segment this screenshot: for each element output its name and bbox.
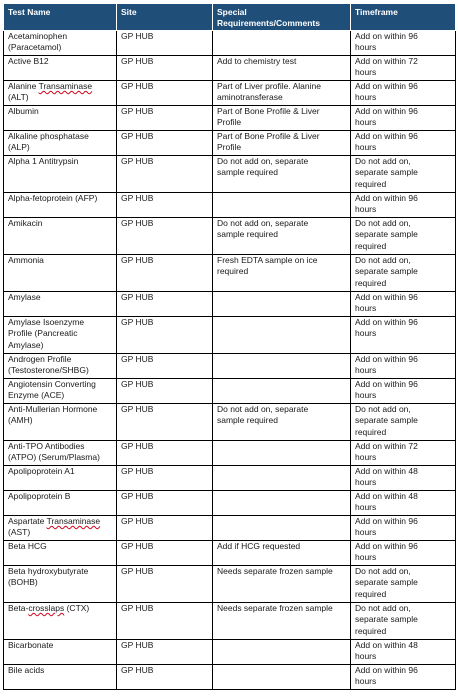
comments-cell [213, 379, 351, 404]
test-name-cell: Beta hydroxybutyrate (BOHB) [4, 566, 117, 603]
table-row [4, 131, 456, 156]
site-cell: GP HUB [117, 292, 213, 317]
site-cell: GP HUB [117, 541, 213, 566]
site-cell: GP HUB [117, 156, 213, 193]
timeframe-cell: Add on within 96 hours [351, 379, 456, 404]
table-row [4, 106, 456, 131]
timeframe-cell: Add on within 96 hours [351, 81, 456, 106]
table-row [4, 255, 456, 292]
test-name-cell: Androgen Profile (Testosterone/SHBG) [4, 354, 117, 379]
timeframe-cell: Add on within 48 hours [351, 640, 456, 665]
comments-cell [213, 441, 351, 466]
comments-cell [213, 491, 351, 516]
test-name-cell: Ammonia [4, 255, 117, 292]
site-cell: GP HUB [117, 566, 213, 603]
spelling-underline: Transaminase [38, 81, 93, 91]
test-name-cell: Anti-TPO Antibodies (ATPO) (Serum/Plasma) [4, 441, 117, 466]
comments-cell [213, 466, 351, 491]
document-page [3, 3, 455, 690]
test-table [3, 3, 456, 690]
comments-cell [213, 193, 351, 218]
table-row [4, 665, 456, 690]
test-name-cell: Alpha-fetoprotein (AFP) [4, 193, 117, 218]
table-row [4, 156, 456, 193]
table-row [4, 354, 456, 379]
table-row [4, 193, 456, 218]
header-timeframe: Timeframe [351, 4, 456, 31]
table-row [4, 379, 456, 404]
comments-cell: Add to chemistry test [213, 56, 351, 81]
site-cell: GP HUB [117, 379, 213, 404]
table-row [4, 541, 456, 566]
test-name-cell: Beta-crosslaps (CTX) [4, 603, 117, 640]
timeframe-cell: Add on within 96 hours [351, 665, 456, 690]
table-row [4, 640, 456, 665]
site-cell: GP HUB [117, 106, 213, 131]
comments-cell [213, 354, 351, 379]
timeframe-cell: Add on within 96 hours [351, 354, 456, 379]
test-name-cell: Amikacin [4, 218, 117, 255]
site-cell: GP HUB [117, 441, 213, 466]
comments-cell: Fresh EDTA sample on ice required [213, 255, 351, 292]
table-row [4, 317, 456, 354]
test-name-cell: Apolipoprotein B [4, 491, 117, 516]
timeframe-cell: Do not add on, separate sample required [351, 156, 456, 193]
table-row [4, 292, 456, 317]
timeframe-cell: Do not add on, separate sample required [351, 603, 456, 640]
comments-cell [213, 31, 351, 56]
timeframe-cell: Add on within 96 hours [351, 516, 456, 541]
test-name-cell: Bile acids [4, 665, 117, 690]
timeframe-cell: Do not add on, separate sample required [351, 404, 456, 441]
site-cell: GP HUB [117, 81, 213, 106]
site-cell: GP HUB [117, 354, 213, 379]
timeframe-cell: Do not add on, separate sample required [351, 566, 456, 603]
timeframe-cell: Add on within 48 hours [351, 491, 456, 516]
table-row [4, 466, 456, 491]
test-name-cell: Active B12 [4, 56, 117, 81]
table-row [4, 603, 456, 640]
site-cell: GP HUB [117, 404, 213, 441]
comments-cell [213, 317, 351, 354]
site-cell: GP HUB [117, 131, 213, 156]
test-name-cell: Amylase [4, 292, 117, 317]
comments-cell [213, 665, 351, 690]
comments-cell: Part of Liver profile. Alanine aminotransferase [213, 81, 351, 106]
table-row [4, 81, 456, 106]
site-cell: GP HUB [117, 56, 213, 81]
site-cell: GP HUB [117, 31, 213, 56]
timeframe-cell: Add on within 72 hours [351, 441, 456, 466]
comments-cell [213, 640, 351, 665]
timeframe-cell: Do not add on, separate sample required [351, 255, 456, 292]
test-name-cell: Alanine Transaminase (ALT) [4, 81, 117, 106]
site-cell: GP HUB [117, 193, 213, 218]
table-row [4, 404, 456, 441]
comments-cell: Part of Bone Profile & Liver Profile [213, 106, 351, 131]
test-name-cell: Beta HCG [4, 541, 117, 566]
timeframe-cell: Add on within 72 hours [351, 56, 456, 81]
comments-cell: Do not add on, separate sample required [213, 218, 351, 255]
test-name-cell: Albumin [4, 106, 117, 131]
test-name-cell: Bicarbonate [4, 640, 117, 665]
spelling-underline: Transaminase [46, 516, 101, 526]
test-name-cell: Anti-Mullerian Hormone (AMH) [4, 404, 117, 441]
timeframe-cell: Add on within 96 hours [351, 541, 456, 566]
timeframe-cell: Add on within 96 hours [351, 131, 456, 156]
test-name-cell: Alpha 1 Antitrypsin [4, 156, 117, 193]
header-site: Site [117, 4, 213, 31]
comments-cell [213, 516, 351, 541]
site-cell: GP HUB [117, 218, 213, 255]
table-row [4, 516, 456, 541]
site-cell: GP HUB [117, 516, 213, 541]
test-name-cell: Angiotensin Converting Enzyme (ACE) [4, 379, 117, 404]
comments-cell: Needs separate frozen sample [213, 603, 351, 640]
table-row [4, 441, 456, 466]
comments-cell: Do not add on, separate sample required [213, 404, 351, 441]
test-name-cell: Amylase Isoenzyme Profile (Pancreatic Amylase) [4, 317, 117, 354]
site-cell: GP HUB [117, 255, 213, 292]
table-row [4, 566, 456, 603]
table-header-row [4, 4, 456, 31]
comments-cell [213, 292, 351, 317]
site-cell: GP HUB [117, 640, 213, 665]
table-row [4, 56, 456, 81]
timeframe-cell: Add on within 48 hours [351, 466, 456, 491]
timeframe-cell: Add on within 96 hours [351, 292, 456, 317]
spelling-underline: crosslaps [28, 603, 65, 613]
header-test-name: Test Name [4, 4, 117, 31]
comments-cell: Part of Bone Profile & Liver Profile [213, 131, 351, 156]
site-cell: GP HUB [117, 317, 213, 354]
site-cell: GP HUB [117, 665, 213, 690]
timeframe-cell: Add on within 96 hours [351, 193, 456, 218]
table-row [4, 218, 456, 255]
header-special-requirements: Special Requirements/Comments [213, 4, 351, 31]
test-name-cell: Apolipoprotein A1 [4, 466, 117, 491]
test-name-cell: Alkaline phosphatase (ALP) [4, 131, 117, 156]
site-cell: GP HUB [117, 491, 213, 516]
comments-cell: Needs separate frozen sample [213, 566, 351, 603]
timeframe-cell: Add on within 96 hours [351, 31, 456, 56]
timeframe-cell: Add on within 96 hours [351, 106, 456, 131]
timeframe-cell: Do not add on, separate sample required [351, 218, 456, 255]
table-row [4, 491, 456, 516]
timeframe-cell: Add on within 96 hours [351, 317, 456, 354]
site-cell: GP HUB [117, 603, 213, 640]
test-name-cell: Acetaminophen (Paracetamol) [4, 31, 117, 56]
comments-cell: Add if HCG requested [213, 541, 351, 566]
table-row [4, 31, 456, 56]
test-name-cell: Aspartate Transaminase (AST) [4, 516, 117, 541]
site-cell: GP HUB [117, 466, 213, 491]
comments-cell: Do not add on, separate sample required [213, 156, 351, 193]
